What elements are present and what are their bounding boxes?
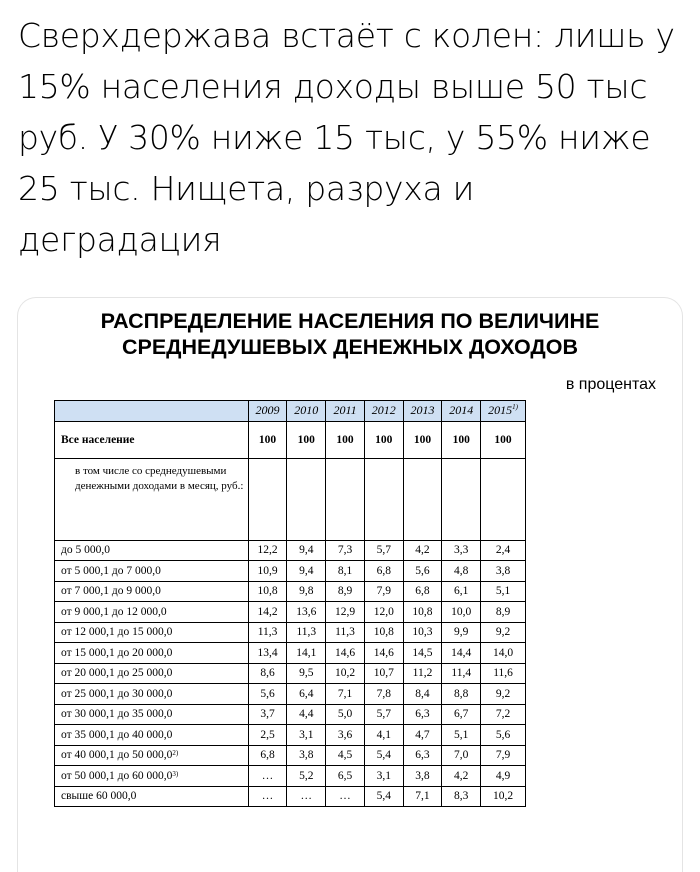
cell-value: 8,9 <box>326 581 365 602</box>
table-row <box>55 622 526 643</box>
row-label: от 5 000,1 до 7 000,0 <box>55 561 249 582</box>
cell-value: 6,8 <box>364 561 403 582</box>
year-footnote-marker: 1) <box>512 403 518 412</box>
cell-value: 8,8 <box>442 684 481 705</box>
cell-value: 10,2 <box>326 663 365 684</box>
cell-value: 8,1 <box>326 561 365 582</box>
table-row <box>55 745 526 766</box>
subheader-empty-cell <box>481 458 526 540</box>
cell-value: 4,8 <box>442 561 481 582</box>
table-row <box>55 684 526 705</box>
cell-value: 14,6 <box>326 643 365 664</box>
year-header-2013: 2013 <box>403 401 442 422</box>
subheader-label: в том числе со среднедушевыми денежными доходами в месяц, руб.: <box>55 458 249 540</box>
income-distribution-table <box>54 400 526 807</box>
cell-value: 5,4 <box>364 786 403 807</box>
total-value-2014: 100 <box>442 421 481 458</box>
cell-value: 7,3 <box>326 540 365 561</box>
subheader-empty-cell <box>403 458 442 540</box>
table-row <box>55 602 526 623</box>
cell-value: 9,2 <box>481 684 526 705</box>
cell-value: 7,9 <box>481 745 526 766</box>
subheader-empty-cell <box>287 458 326 540</box>
cell-value: 3,1 <box>364 766 403 787</box>
table-row <box>55 766 526 787</box>
cell-value: 14,5 <box>403 643 442 664</box>
cell-value: 6,8 <box>248 745 287 766</box>
cell-value: 14,2 <box>248 602 287 623</box>
cell-value: 8,9 <box>481 602 526 623</box>
cell-value: 5,1 <box>481 581 526 602</box>
row-label: от 20 000,1 до 25 000,0 <box>55 663 249 684</box>
cell-value: 6,7 <box>442 704 481 725</box>
cell-value: 9,2 <box>481 622 526 643</box>
year-header-2009: 2009 <box>248 401 287 422</box>
cell-value: 6,8 <box>403 581 442 602</box>
cell-value: 5,6 <box>403 561 442 582</box>
cell-value: 5,6 <box>248 684 287 705</box>
post-text: Сверхдержава встаёт с колен: лишь у 15% населения доходы выше 50 тыс руб. У 30% ниже 15 тыс, у 55% ниже 25 тыс. Нищета, разруха и деградация <box>18 16 675 259</box>
cell-value: 12,9 <box>326 602 365 623</box>
cell-value: 7,2 <box>481 704 526 725</box>
cell-value: 6,3 <box>403 704 442 725</box>
cell-value: 3,8 <box>403 766 442 787</box>
subheader-empty-cell <box>326 458 365 540</box>
cell-value: 5,1 <box>442 725 481 746</box>
cell-value: 9,5 <box>287 663 326 684</box>
cell-value: 7,1 <box>326 684 365 705</box>
row-label: от 40 000,1 до 50 000,0$^{2)}$ <box>55 745 249 766</box>
subheader-empty-cell <box>442 458 481 540</box>
cell-value: 3,7 <box>248 704 287 725</box>
row-label: от 7 000,1 до 9 000,0 <box>55 581 249 602</box>
cell-value: 3,8 <box>287 745 326 766</box>
row-label: свыше 60 000,0 <box>55 786 249 807</box>
cell-value: … <box>326 786 365 807</box>
cell-value: 10,2 <box>481 786 526 807</box>
table-row <box>55 725 526 746</box>
cell-value: 5,0 <box>326 704 365 725</box>
cell-value: 3,6 <box>326 725 365 746</box>
table-row <box>55 540 526 561</box>
cell-value: 5,6 <box>481 725 526 746</box>
cell-value: 9,8 <box>287 581 326 602</box>
cell-value: 10,7 <box>364 663 403 684</box>
cell-value: 11,3 <box>326 622 365 643</box>
cell-value: 7,8 <box>364 684 403 705</box>
year-header-2011: 2011 <box>326 401 365 422</box>
row-label: от 9 000,1 до 12 000,0 <box>55 602 249 623</box>
cell-value: 4,5 <box>326 745 365 766</box>
table-row <box>55 581 526 602</box>
cell-value: 2,4 <box>481 540 526 561</box>
cell-value: 4,2 <box>403 540 442 561</box>
cell-value: 8,3 <box>442 786 481 807</box>
cell-value: 6,5 <box>326 766 365 787</box>
table-row-subheader <box>55 458 526 540</box>
cell-value: 11,6 <box>481 663 526 684</box>
cell-value: 6,1 <box>442 581 481 602</box>
cell-value: 8,6 <box>248 663 287 684</box>
cell-value: 14,4 <box>442 643 481 664</box>
cell-value: 10,9 <box>248 561 287 582</box>
cell-value: 12,2 <box>248 540 287 561</box>
row-label: от 12 000,1 до 15 000,0 <box>55 622 249 643</box>
year-header-2012: 2012 <box>364 401 403 422</box>
cell-value: … <box>287 786 326 807</box>
cell-value: … <box>248 766 287 787</box>
year-header-2014: 2014 <box>442 401 481 422</box>
document-title <box>18 308 682 360</box>
table-header-row <box>55 401 526 422</box>
cell-value: 9,4 <box>287 561 326 582</box>
cell-value: 6,3 <box>403 745 442 766</box>
cell-value: 4,9 <box>481 766 526 787</box>
table-row <box>55 561 526 582</box>
cell-value: 10,8 <box>248 581 287 602</box>
table-row-total <box>55 421 526 458</box>
total-value-2009: 100 <box>248 421 287 458</box>
cell-value: 4,2 <box>442 766 481 787</box>
table-row <box>55 663 526 684</box>
cell-value: 5,7 <box>364 540 403 561</box>
cell-value: 11,3 <box>287 622 326 643</box>
cell-value: 5,2 <box>287 766 326 787</box>
cell-value: 11,3 <box>248 622 287 643</box>
table-row <box>55 643 526 664</box>
cell-value: 13,4 <box>248 643 287 664</box>
cell-value: 5,7 <box>364 704 403 725</box>
total-value-2015: 100 <box>481 421 526 458</box>
cell-value: 4,7 <box>403 725 442 746</box>
row-label: до 5 000,0 <box>55 540 249 561</box>
cell-value: 4,4 <box>287 704 326 725</box>
row-label: от 25 000,1 до 30 000,0 <box>55 684 249 705</box>
total-value-2010: 100 <box>287 421 326 458</box>
cell-value: 10,8 <box>364 622 403 643</box>
cell-value: 10,8 <box>403 602 442 623</box>
table-row <box>55 786 526 807</box>
total-value-2013: 100 <box>403 421 442 458</box>
document-title-line-1: РАСПРЕДЕЛЕНИЕ НАСЕЛЕНИЯ ПО ВЕЛИЧИНЕ <box>100 309 600 333</box>
cell-value: 10,0 <box>442 602 481 623</box>
row-label: от 50 000,1 до 60 000,0$^{3)}$ <box>55 766 249 787</box>
cell-value: 9,9 <box>442 622 481 643</box>
total-label: Все население <box>55 421 249 458</box>
cell-value: 11,4 <box>442 663 481 684</box>
document-title-line-2: СРЕДНЕДУШЕВЫХ ДЕНЕЖНЫХ ДОХОДОВ <box>121 335 579 359</box>
cell-value: 14,0 <box>481 643 526 664</box>
cell-value: 5,4 <box>364 745 403 766</box>
year-header-2010: 2010 <box>287 401 326 422</box>
cell-value: 7,1 <box>403 786 442 807</box>
subheader-empty-cell <box>364 458 403 540</box>
cell-value: 3,1 <box>287 725 326 746</box>
total-value-2012: 100 <box>364 421 403 458</box>
cell-value: 9,4 <box>287 540 326 561</box>
cell-value: 13,6 <box>287 602 326 623</box>
cell-value: 4,1 <box>364 725 403 746</box>
cell-value: 7,0 <box>442 745 481 766</box>
cell-value: 6,4 <box>287 684 326 705</box>
cell-value: 14,6 <box>364 643 403 664</box>
cell-value: 2,5 <box>248 725 287 746</box>
cell-value: 10,3 <box>403 622 442 643</box>
total-value-2011: 100 <box>326 421 365 458</box>
cell-value: 3,3 <box>442 540 481 561</box>
cell-value: … <box>248 786 287 807</box>
year-header-2015: 2015$^{1)}$ <box>481 401 526 422</box>
cell-value: 8,4 <box>403 684 442 705</box>
subheader-empty-cell <box>248 458 287 540</box>
attached-image[interactable] <box>18 298 682 872</box>
cell-value: 14,1 <box>287 643 326 664</box>
table-row <box>55 704 526 725</box>
row-label: от 15 000,1 до 20 000,0 <box>55 643 249 664</box>
cell-value: 7,9 <box>364 581 403 602</box>
row-footnote-marker: 3) <box>172 769 179 778</box>
cell-value: 3,8 <box>481 561 526 582</box>
cell-value: 12,0 <box>364 602 403 623</box>
row-label: от 30 000,1 до 35 000,0 <box>55 704 249 725</box>
units-label: в процентах <box>565 376 656 393</box>
row-footnote-marker: 2) <box>172 749 179 758</box>
row-label: от 35 000,1 до 40 000,0 <box>55 725 249 746</box>
cell-value: 11,2 <box>403 663 442 684</box>
header-corner-cell <box>55 401 249 422</box>
